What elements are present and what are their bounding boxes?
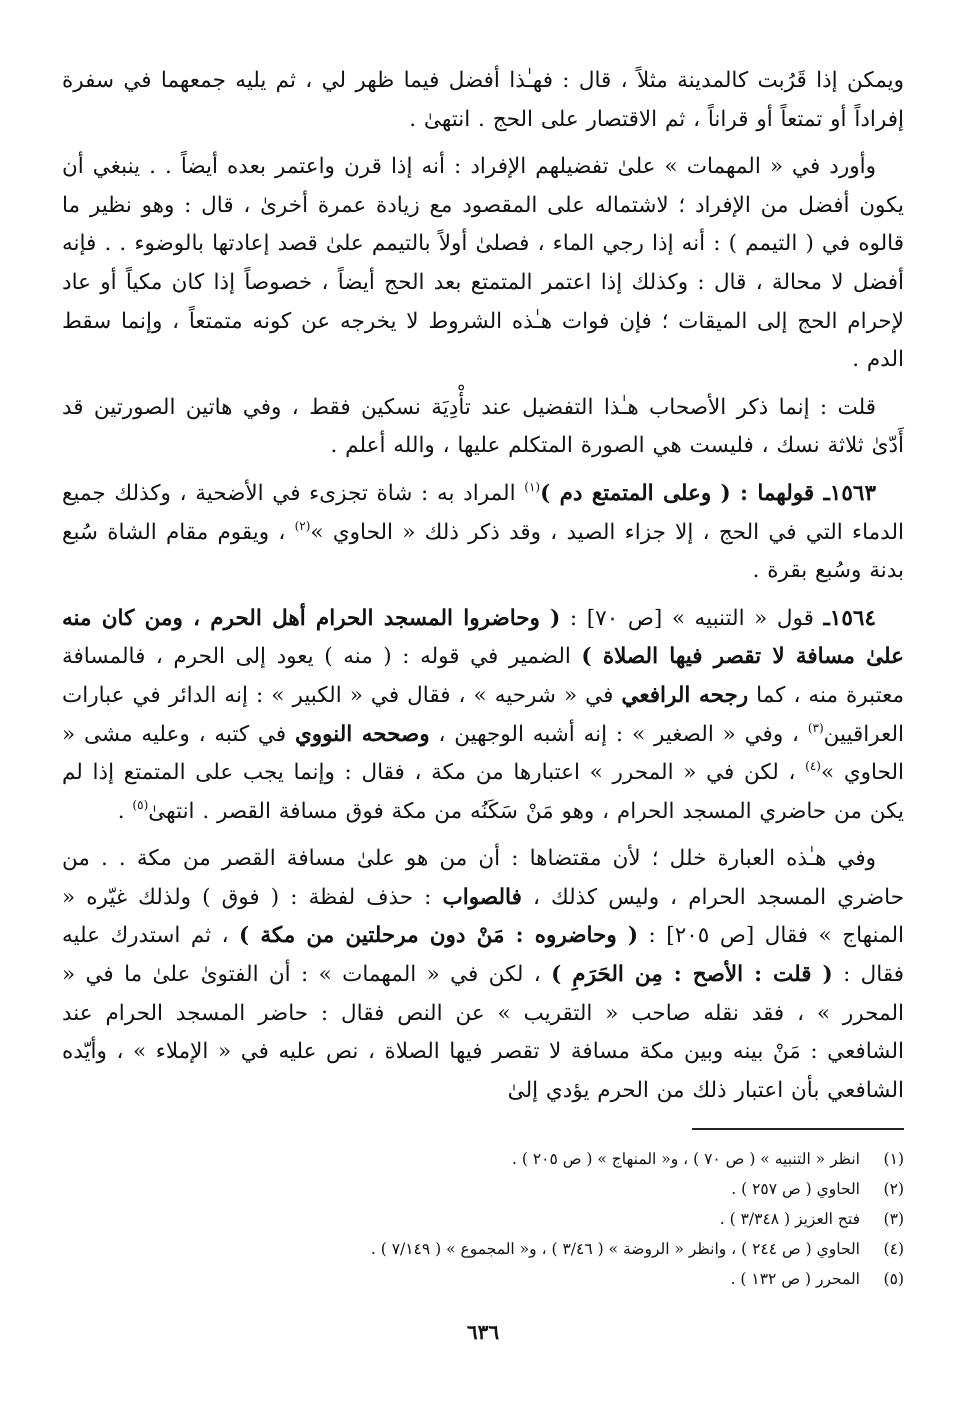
bold-text: ( وحاضروا المسجد الحرام أهل الحرم ، ومن كان منه علىٰ مسافة لا تقصر فيها الصلاة ) (62, 605, 904, 670)
footnote-ref[interactable]: (٤) (805, 759, 821, 774)
paragraph (62, 600, 904, 832)
paragraph (62, 62, 904, 139)
text-run: ويمكن إذا قَرُبت كالمدينة مثلاً ، قال : فهـٰذا أفضل فيما ظهر لي ، ثم يليه جمعهما في سفرة إفراداً أو تمتعاً أو قراناً ، ثم الاقتصار على الحج . انتهىٰ . (62, 68, 904, 132)
paragraph (62, 148, 904, 380)
text-run: قول « التنبيه » [ص ٧٠] : (560, 605, 824, 631)
footnote-text: المحرر ( ص ١٣٢ ) . (730, 1270, 860, 1288)
text-run: وفي هـٰذه العبارة خلل ؛ لأن مقتضاها : أن من هو علىٰ مسافة القصر من مكة . . من حاضري المسجد الحرام ، وليس كذلك ، (62, 846, 904, 910)
bold-text: وصححه النووي (294, 721, 430, 747)
footnote (62, 1264, 904, 1294)
footnote-ref[interactable]: (٥) (132, 797, 149, 812)
footnote (62, 1204, 904, 1234)
bold-text: فالصواب (442, 884, 522, 910)
footnote-text: الحاوي ( ص ٢٤٤ ) ، وانظر « الروضة » ( ٣/٤٦ ) ، و« المجموع » ( ٧/١٤٩ ) . (370, 1240, 860, 1258)
paragraph (62, 389, 904, 466)
footnote (62, 1144, 904, 1174)
text-run: : حذف لفظة : ( فوق ) ولذلك غيّره « المنهاج » فقال [ص ٢٠٥] : (62, 884, 904, 949)
footnote-number: (٣) (883, 1210, 904, 1228)
footnote-separator (692, 1128, 904, 1130)
text-run: في « شرحيه » ، فقال في « الكبير » : إنه الدائر في عبارات العراقيين (62, 682, 904, 747)
text-run: في كتبه ، وعليه مشى « الحاوي » (62, 721, 904, 786)
footnote-ref[interactable]: (٣) (807, 720, 824, 735)
footnote-text: انظر « التنبيه » ( ص ٧٠ ) ، و« المنهاج » ( ص ٢٠٥ ) . (512, 1150, 860, 1168)
footnote-ref[interactable]: (١) (524, 479, 541, 494)
text-run: ، وفي « الصغير » : إنه أشبه الوجهين ، (429, 721, 808, 747)
text-run: قلت : إنما ذكر الأصحاب هـٰذا التفضيل عند تأْدِيَة نسكين فقط ، وفي هاتين الصورتين قد أَدّىٰ ثلاثة نسك ، فليست هي الصورة المتكلم عليها ، والله أعلم . (62, 394, 904, 459)
paragraph (62, 475, 904, 591)
footnote-number: (٤) (883, 1240, 904, 1258)
bold-text: ( وحاضروه : مَنْ دون مرحلتين من مكة ) (239, 923, 639, 949)
footnote-number: (٢) (883, 1180, 904, 1198)
footnote-ref[interactable]: (٢) (294, 518, 311, 533)
footnote-number: (١) (883, 1150, 904, 1168)
text-run: ، لكن في « المحرر » اعتبارها من مكة ، فقال : وإنما يجب على المتمتع إذا لم يكن من حاضري المسجد الحرام ، وهو مَنْ سَكَنُه من مكة فوق مسافة القصر . انتهىٰ (62, 760, 904, 824)
footnote (62, 1174, 904, 1204)
footnote (62, 1234, 904, 1264)
footnote-number: (٥) (883, 1270, 904, 1288)
main-text (62, 62, 904, 1110)
text-run: . (117, 798, 133, 824)
text-run: الضمير في قوله : ( منه ) يعود إلى الحرم ، فالمسافة معتبرة منه ، كما (62, 644, 905, 708)
footnote-text: فتح العزيز ( ٣/٣٤٨ ) . (719, 1210, 860, 1228)
bold-text: ١٥٦٣ـ قولهما : ( وعلى المتمتع دم ) (540, 480, 876, 506)
bold-text: ( قلت : الأصح : مِن الحَرَمِ ) (551, 962, 833, 988)
footnote-text: الحاوي ( ص ٢٥٧ ) . (731, 1180, 860, 1198)
text-run: ، لكن في « المهمات » : أن الفتوىٰ علىٰ ما في « المحرر » ، فقد نقله صاحب « التقريب » عن النص فقال : حاضر المسجد الحرام عند الشافعي : مَنْ بينه وبين مكة مسافة لا تقصر فيها الصلاة ، نص عليه في « الإملاء » ، وأيّده الشافعي بأن اعتبار ذلك من الحرم يؤدي إلىٰ (62, 962, 904, 1103)
bold-text: رجحه الرافعي (621, 682, 749, 708)
book-page (62, 62, 904, 1382)
text-run: ، ثم استدرك عليه فقال : (62, 923, 905, 988)
bold-text: ١٥٦٤ـ (823, 605, 876, 631)
footnotes (62, 1144, 904, 1294)
paragraph (62, 840, 904, 1110)
text-run: المراد به : شاة تجزىء في الأضحية ، وكذلك جميع الدماء التي في الحج ، إلا جزاء الصيد ، وقد ذكر ذلك « الحاوي » (62, 480, 904, 545)
text-run: ، ويقوم مقام الشاة سُبع بدنة وسُبع بقرة . (62, 519, 904, 584)
text-run: وأورد في « المهمات » علىٰ تفضيلهم الإفراد : أنه إذا قرن واعتمر بعده أيضاً . . ينبغي أن يكون أفضل من الإفراد ؛ لاشتماله على المقصود مع زيادة عمرة أخرىٰ ، قال : وهو نظير ما قالوه في ( التيمم ) : أنه إذا رجي الماء ، فصلىٰ أولاً بالتيمم علىٰ قصد إعادتها بالوضوء . . فإنه أفضل لا محالة ، قال : وكذلك إذا اعتمر المتمتع بعد الحج أيضاً ، خصوصاً إذا كان مكياً أو عاد لإحرام الحج إلى الميقات ؛ فإن فوات هـٰذه الشروط لا يخرجه عن كونه متمتعاً ، وإنما سقط الدم . (62, 154, 904, 373)
page-number: ٦٣٦ (466, 1320, 500, 1344)
